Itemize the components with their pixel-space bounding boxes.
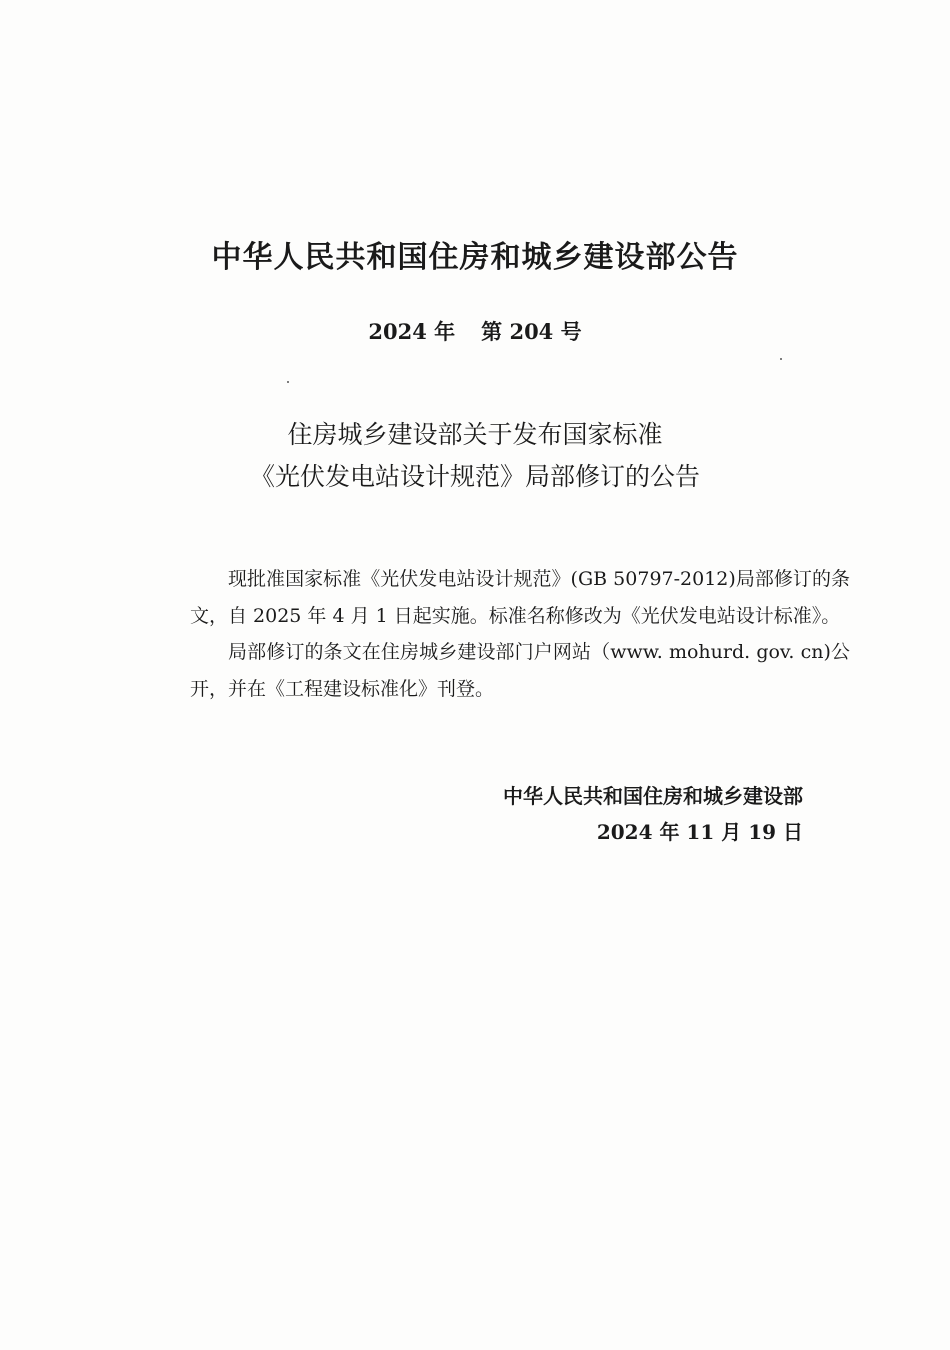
subject-line-1: 住房城乡建设部关于发布国家标准: [287, 420, 663, 449]
issuer-title: 中华人民共和国住房和城乡建设部公告: [211, 240, 739, 275]
document-year: 2024 年: [368, 319, 456, 344]
announcement-body: [190, 561, 850, 707]
announcement-subject: [0, 414, 950, 498]
signature-block: [503, 778, 803, 850]
signature-organization: 中华人民共和国住房和城乡建设部: [503, 784, 803, 808]
document-number: [0, 316, 950, 348]
document-serial: 第 204 号: [481, 319, 582, 344]
body-paragraph-1: 现批准国家标准《光伏发电站设计规范》(GB 50797-2012)局部修订的条文，自 2025 年 4 月 1 日起实施。标准名称修改为《光伏发电站设计标准》。: [190, 568, 850, 627]
subject-line-2: 《光伏发电站设计规范》局部修订的公告: [249, 462, 700, 491]
body-paragraph-2: 局部修订的条文在住房城乡建设部门户网站（www. mohurd. gov. cn)公开，并在《工程建设标准化》刊登。: [190, 641, 850, 700]
scan-speck: [287, 381, 289, 383]
signature-date: 2024 年 11 月 19 日: [596, 820, 803, 844]
scan-speck: [780, 358, 782, 360]
